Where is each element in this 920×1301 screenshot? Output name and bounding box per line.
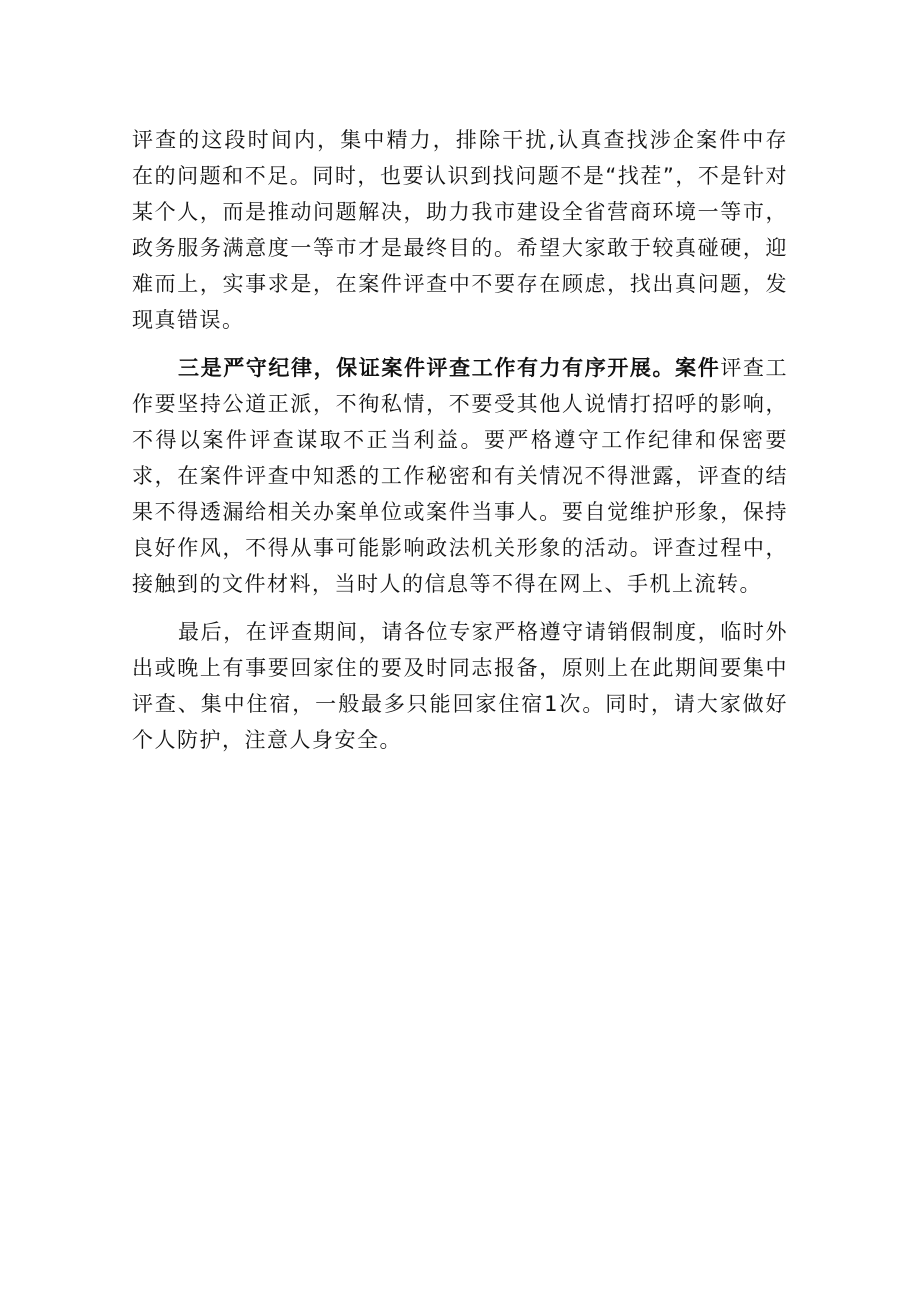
paragraph-discipline	[132, 350, 788, 602]
paragraph-text: 评查工作要坚持公道正派，不徇私情，不要受其他人说情打招呼的影响，不得以案件评查谋取不正当利益。要严格遵守工作纪律和保密要求，在案件评查中知悉的工作秘密和有关情况不得泄露，评查的结果不得透漏给相关办案单位或案件当事人。要自觉维护形象，保持良好作风，不得从事可能影响政法机关形象的活动。评查过程中，接触到的文件材料，当时人的信息等不得在网上、手机上流转。	[132, 356, 789, 596]
paragraph-heading: 三是严守纪律，保证案件评查工作有力有序开展。案件	[178, 356, 721, 380]
paragraph-closing	[132, 614, 788, 758]
paragraph-text: 最后，在评查期间，请各位专家严格遵守请销假制度，临时外出或晚上有事要回家住的要及时同志报备，原则上在此期间要集中评查、集中住宿，一般最多只能回家住宿1次。同时，请大家做好个人防护，注意人身安全。	[132, 620, 788, 752]
paragraph-text: 评查的这段时间内，集中精力，排除干扰,认真查找涉企案件中存在的问题和不足。同时，也要认识到找问题不是“找茬”，不是针对某个人，而是推动问题解决，助力我市建设全省营商环境一等市，政务服务满意度一等市才是最终目的。希望大家敢于较真碰硬，迎难而上，实事求是，在案件评查中不要存在顾虑，找出真问题，发现真错误。	[132, 128, 788, 332]
paragraph-continuation	[132, 122, 788, 338]
